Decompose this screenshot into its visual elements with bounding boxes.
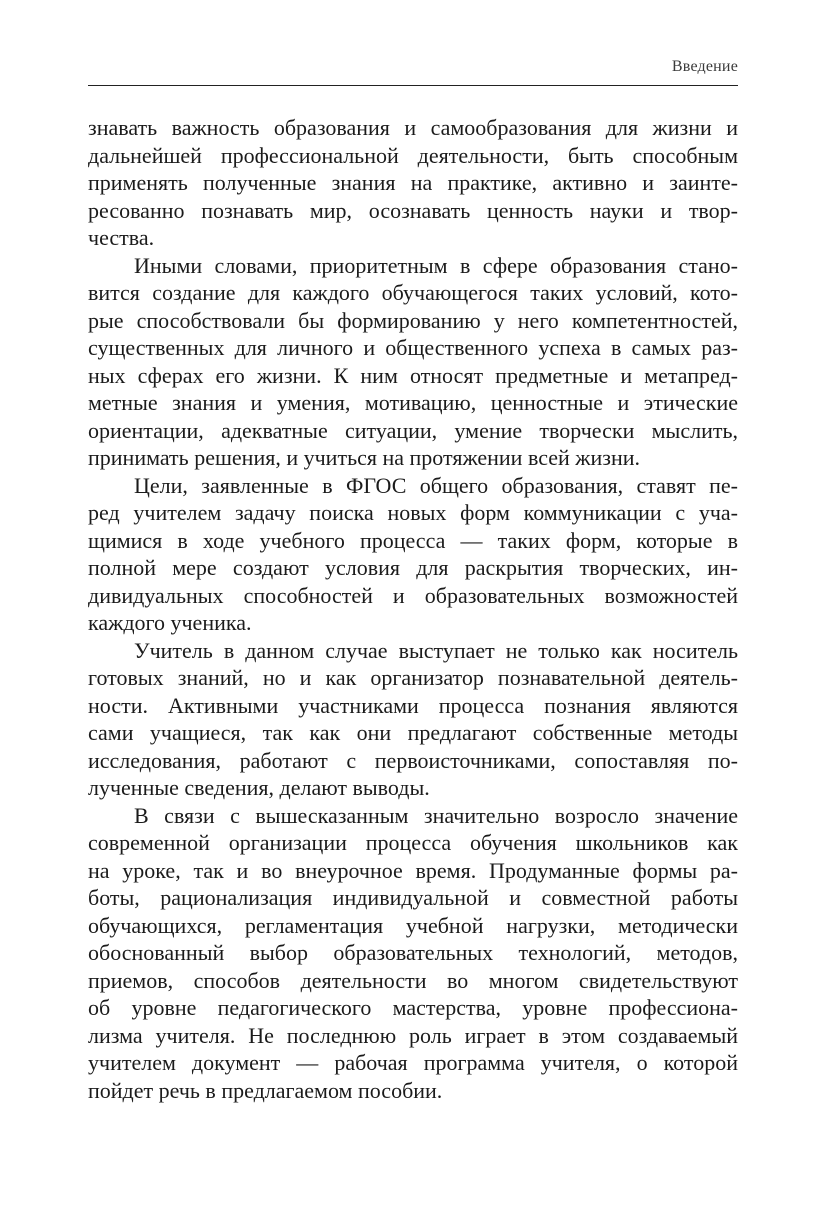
text-line: полной мере создают условия для раскрытия творческих, ин- (88, 555, 738, 580)
running-header-section-title: Введение (671, 58, 738, 75)
text-line: сами учащиеся, так как они предлагают собственные методы (88, 720, 738, 745)
text-line: об уровне педагогического мастерства, уровне профессиона- (88, 995, 738, 1020)
text-line: готовых знаний, но и как организатор познавательной деятель- (88, 665, 738, 690)
text-line: знавать важность образования и самообразования для жизни и (88, 115, 738, 140)
text-line: Учитель в данном случае выступает не только как носитель (134, 637, 738, 663)
paragraph-2 (88, 252, 738, 472)
text-line: каждого ученика. (88, 610, 252, 635)
text-line: ориентации, адекватные ситуации, умение творчески мыслить, (88, 417, 738, 443)
body-text (88, 114, 738, 1104)
text-line: дальнейшей профессиональной деятельности, быть способным (88, 142, 738, 168)
text-line: ных сферах его жизни. К ним относят предметные и метапред- (88, 362, 738, 388)
text-line: ред учителем задачу поиска новых форм коммуникации с уча- (88, 500, 738, 525)
paragraph-5 (88, 802, 738, 1105)
text-line: применять полученные знания на практике, активно и заинте- (88, 170, 738, 195)
paragraph-1 (88, 114, 738, 252)
text-line: на уроке, так и во внеурочное время. Продуманные формы ра- (88, 857, 738, 883)
text-line: существенных для личного и общественного успеха в самых раз- (88, 335, 738, 360)
text-line: щимися в ходе учебного процесса — таких форм, которые в (88, 527, 738, 553)
text-line: ности. Активными участниками процесса познания являются (88, 692, 738, 718)
text-line: вится создание для каждого обучающегося таких условий, кото- (88, 280, 738, 305)
text-line: чества. (88, 225, 155, 250)
text-line: пойдет речь в предлагаемом пособии. (88, 1077, 443, 1103)
text-line: учителем документ — рабочая программа учителя, о которой (88, 1050, 738, 1075)
text-line: лученные сведения, делают выводы. (88, 775, 430, 800)
text-line: метные знания и умения, мотивацию, ценностные и этические (88, 390, 738, 415)
text-line: приемов, способов деятельности во многом свидетельствуют (88, 967, 738, 993)
text-line: Иными словами, приоритетным в сфере образования стано- (134, 252, 738, 278)
text-line: исследования, работают с первоисточниками, сопоставляя по- (88, 747, 738, 773)
text-line: современной организации процесса обучения школьников как (88, 830, 738, 855)
text-line: лизма учителя. Не последнюю роль играет в этом создаваемый (88, 1022, 738, 1048)
text-line: дивидуальных способностей и образовательных возможностей (88, 582, 738, 608)
text-line: принимать решения, и учиться на протяжении всей жизни. (88, 445, 640, 470)
paragraph-3 (88, 472, 738, 637)
text-line: В связи с вышесказанным значительно возросло значение (134, 802, 738, 828)
text-line: обучающихся, регламентация учебной нагрузки, методически (88, 912, 738, 938)
text-line: боты, рационализация индивидуальной и совместной работы (88, 885, 738, 910)
paragraph-4 (88, 637, 738, 802)
text-line: рые способствовали бы формированию у него компетентностей, (88, 307, 738, 333)
text-line: обоснованный выбор образовательных технологий, методов, (88, 940, 738, 965)
text-line: ресованно познавать мир, осознавать ценность науки и твор- (88, 197, 738, 223)
text-line: Цели, заявленные в ФГОС общего образования, ставят пе- (134, 472, 738, 498)
header-divider (88, 85, 738, 86)
